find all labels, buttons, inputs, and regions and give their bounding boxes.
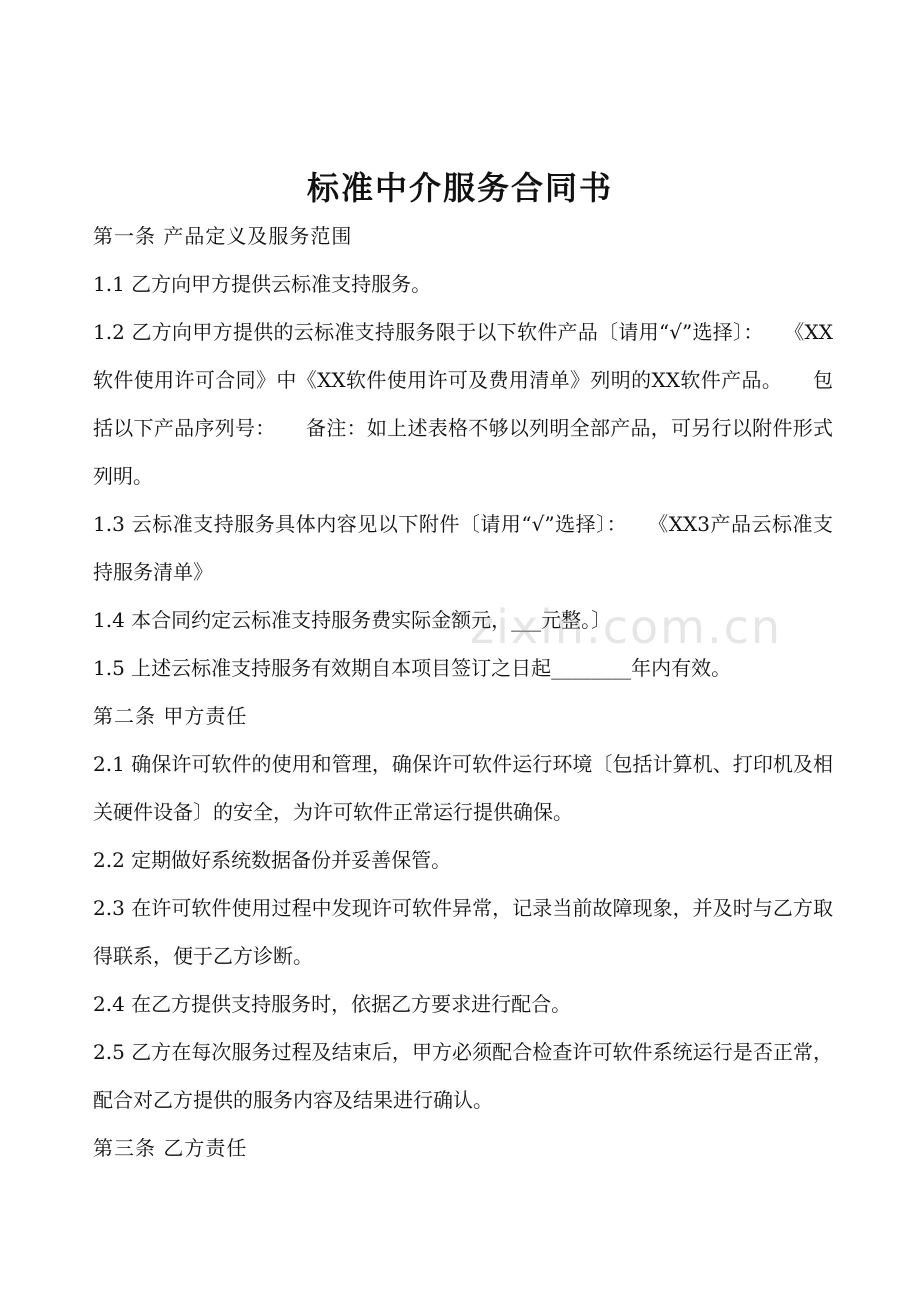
clause-1-2: 1.2 乙方向甲方提供的云标准支持服务限于以下软件产品〔请用“√”选择〕： 《XX软件使用许可合同》中《XX软件使用许可及费用清单》列明的XX软件产品。 包括以下产品序列号： 备注：如上述表格不够以列明全部产品，可另行以附件形式列明。 bbox=[93, 320, 833, 488]
clause-2-5: 2.5 乙方在每次服务过程及结束后，甲方必须配合检查许可软件系统运行是否正常，配合对乙方提供的服务内容及结果进行确认。 bbox=[93, 1040, 833, 1112]
clause-2-2: 2.2 定期做好系统数据备份并妥善保管。 bbox=[93, 848, 452, 872]
clause-1-5: 1.5 上述云标准支持服务有效期自本项目签订之日起________年内有效。 bbox=[93, 656, 732, 680]
clause-1-3: 1.3 云标准支持服务具体内容见以下附件〔请用“√”选择〕： 《XX3产品云标准支持服务清单》 bbox=[93, 512, 833, 584]
section-heading-2: 第二条 甲方责任 bbox=[93, 704, 248, 728]
clause-2-4: 2.4 在乙方提供支持服务时，依据乙方要求进行配合。 bbox=[93, 992, 572, 1016]
section-heading-1: 第一条 产品定义及服务范围 bbox=[93, 224, 353, 248]
watermark: zixin.com.cn bbox=[470, 600, 783, 654]
section-heading-3: 第三条 乙方责任 bbox=[93, 1136, 248, 1160]
clause-1-4: 1.4 本合同约定云标准支持服务费实际金额元，___元整。〕 bbox=[93, 608, 612, 632]
clause-2-3: 2.3 在许可软件使用过程中发现许可软件异常，记录当前故障现象，并及时与乙方取得联系，便于乙方诊断。 bbox=[93, 896, 833, 968]
page-title: 标准中介服务合同书 bbox=[306, 169, 613, 207]
clause-1-1: 1.1 乙方向甲方提供云标准支持服务。 bbox=[93, 272, 432, 296]
document-body bbox=[93, 212, 833, 1172]
clause-2-1: 2.1 确保许可软件的使用和管理，确保许可软件运行环境〔包括计算机、打印机及相关硬件设备〕的安全，为许可软件正常运行提供确保。 bbox=[93, 752, 833, 824]
